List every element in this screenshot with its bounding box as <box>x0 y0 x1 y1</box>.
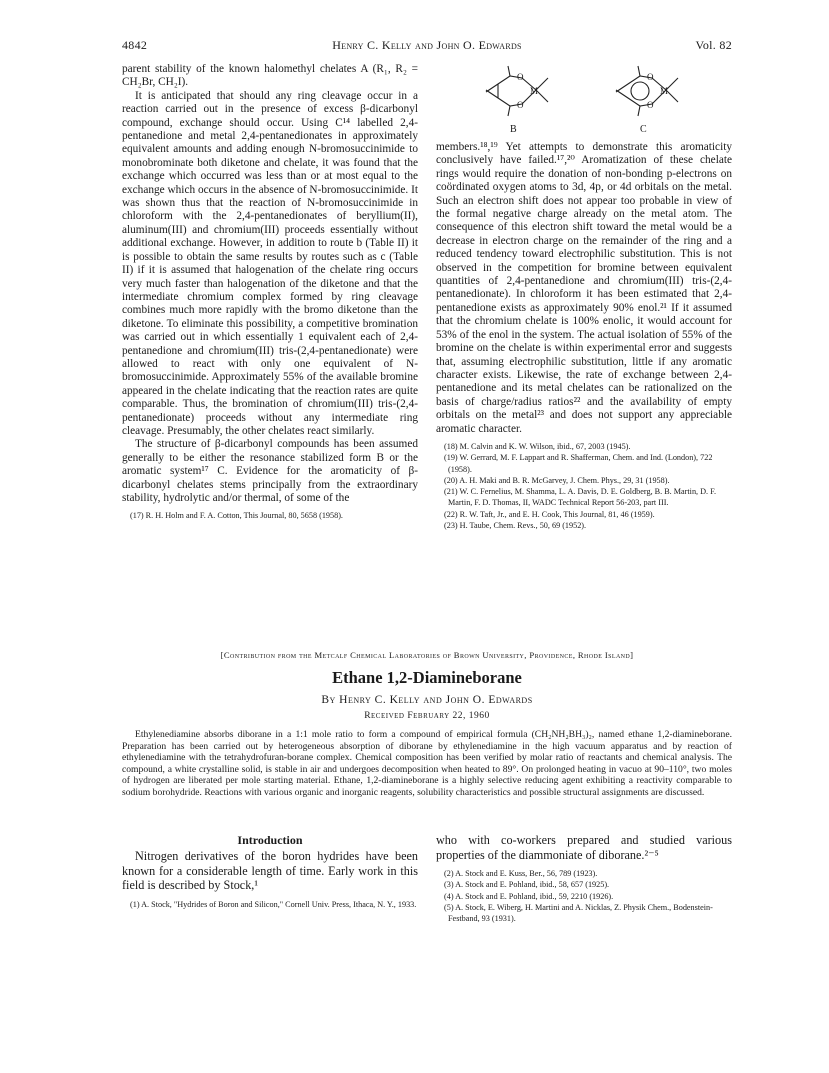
oxygen-label-b-bottom: O <box>517 100 524 110</box>
metal-label-c: M <box>660 86 669 96</box>
oxygen-label-c-top: O <box>647 72 654 82</box>
structure-label-c: C <box>640 124 647 135</box>
footnote: (20) A. H. Maki and B. R. McGarvey, J. Chem. Phys., 29, 31 (1958). <box>444 475 670 485</box>
volume-label: Vol. 82 <box>695 38 732 52</box>
footnote: (17) R. H. Holm and F. A. Cotton, This Journal, 80, 5658 (1958). <box>130 511 343 521</box>
footnote: (19) W. Gerrard, M. F. Lappart and R. Shafferman, Chem. and Ind. (London), 722 (1958). <box>444 453 713 474</box>
paragraph: It is anticipated that should any ring cleavage occur in a reaction carried out in the presence of excess β-dicarbonyl compound, exchange should occur. Using C¹⁴ labelled 2,4-pentanedione and metal 2,4-pentanedionates in approximately equivalent amounts and adding enough N-bromosuccinimide to monobrominate both diketone and chelate, it was found that the exchange which occurred was less than or at most equal to the exchange which occurs in the absence of N-bromosuccinimide. It was shown thus that the reaction of N-bromosuccinimide in chloroform with the 2,4-pentanedionates of beryllium(II), aluminum(III) and chromium(III) proceeds essentially without additional exchange. However, in addition to route b (Table II) it is possible to obtain the same results by routes such as c (Table II) if it is assumed that halogenation of the chelate ring occurs very much faster than halogenation of the diketone and that the intermediate chromium complex formed by ring cleavage combines much more rapidly with the bromo diketone than the diketone. To eliminate this possibility, a competitive bromination was carried out in which essentially 1 equivalent each of 2,4-pentanedione and chromium(III) tris-(2,4-pentanedionate) were allowed to react with only one equivalent of N-bromosuccinimide. Approximately 55% of the available bromine appeared in the chelate indicating that the reaction rates are quite comparable. Thus, the bromination of chromium(III) tris-(2,4-pentanedionate) proceeds without any intermediate ring cleavage. Presumably, the other chelates react similarly. <box>122 89 418 437</box>
chelate-structures-figure <box>470 64 720 138</box>
footnote: (21) W. C. Fernelius, M. Shamma, L. A. Davis, D. E. Goldberg, B. B. Martin, D. F. Martin, F. D. Thomas, II, WADC Technical Report 56-203, part III. <box>444 487 717 508</box>
footnote: (3) A. Stock and E. Pohland, ibid., 58, 657 (1925). <box>444 880 610 890</box>
right-column <box>436 141 732 531</box>
oxygen-label-c-bottom: O <box>647 100 654 110</box>
abstract-text: Ethylenediamine absorbs diborane in a 1:1 mole ratio to form a compound of empirical formula (CH₂NH₂BH₃)₂, named ethane 1,2-diamineborane. Preparation has been carried out by heterogeneous absorption of diborane by ethylenediamine in the high vacuum apparatus and by reaction of ethylenediamine with the tetrahydrofuran-borane complex. Chemical composition has been verified by molar ratio of reactants and chemical analysis. The compound, a white crystalline solid, is stable in air and undergoes decomposition when heated to 89°. On prolonged heating in vacuo at 90–110°, two moles of hydrogen are liberated per mole starting material. Ethane, 1,2-diamineborane is a highly selective reducing agent exhibiting a reactivity comparable to sodium borohydride. Reactions with various organic and inorganic reagents, solubility characteristics and possible structural assignments are discussed. <box>122 729 732 798</box>
footnote: (22) R. W. Taft, Jr., and E. H. Cook, This Journal, 81, 46 (1959). <box>444 509 655 519</box>
metal-label-b: M <box>530 86 539 96</box>
contribution-line: [Contribution from the Metcalf Chemical Laboratories of Brown University, Providence, Rhode Island] <box>220 650 634 660</box>
structure-drawing <box>470 64 720 138</box>
paragraph: The structure of β-dicarbonyl compounds has been assumed generally to be either the resonance stabilized form B or the aromatic system¹⁷ C. Evidence for the aromaticity of β-dicarbonyl chelates stems principally from the extraordinary stability, hydrolytic and/or thermal, of some of the <box>122 438 418 504</box>
structure-label-b: B <box>510 124 517 135</box>
page-number: 4842 <box>122 38 148 52</box>
footnotes-left <box>122 510 418 521</box>
footnote: (4) A. Stock and E. Pohland, ibid., 59, 2210 (1926). <box>444 891 614 901</box>
byline: By Henry C. Kelly and John O. Edwards <box>321 694 533 706</box>
footnote: (5) A. Stock, E. Wiberg, H. Martini and A. Nicklas, Z. Physik Chem., Bodenstein-Festband, 93 (1931). <box>444 903 713 924</box>
footnote: (1) A. Stock, "Hydrides of Boron and Silicon," Cornell Univ. Press, Ithaca, N. Y., 1933. <box>130 899 417 909</box>
running-title: Henry C. Kelly and John O. Edwards <box>332 38 522 52</box>
paragraph: members.¹⁸,¹⁹ Yet attempts to demonstrate this aromaticity conclusively have failed.¹⁷,²⁰ Aromatization of these chelate rings would require the donation of non-bonding p-electrons on coördinated oxygen atoms to 3d, 4p, or 4d orbitals on the metal. Such an electron shift does not appear too probable in view of the formal negative charge already on the metal atom. The consequence of this electron shift toward the metal would be a decrease in electron charge on the remainder of the ring and a reduced tendency toward electrophilic substitution. This is not observed in the competition for bromine between equivalent quantities of 2,4-pentanedione and chromium(III) tris-(2,4-pentanedionate). In chloroform it has been estimated that 2,4-pentanedione exists as approximately 90% enol.²¹ If it assumed that the chromium chelate is 100% enolic, it would account for 53% of the enol in the system. The actual isolation of 55% of the bromine on the chelate is within experimental error and suggests that, assuming electrophilic substitution, little if any aromatic character exists. Likewise, the rate of exchange between 2,4-pentanedione and its metal chelates can be rationalized on the basis of charge/radius ratios²² and the availability of empty orbitals on the metal²³ and does not support any appreciable aromatic character. <box>436 141 732 435</box>
intro-left-column <box>122 849 418 910</box>
received-date: Received February 22, 1960 <box>364 711 490 721</box>
footnotes-intro-right <box>436 868 732 924</box>
paragraph: who with co-workers prepared and studied various properties of the diammoniate of diborane.²⁻⁵ <box>436 833 732 862</box>
footnotes-intro-left <box>122 899 418 910</box>
intro-right-column <box>436 833 732 925</box>
footnotes-right <box>436 441 732 531</box>
article-title: Ethane 1,2-Diamineborane <box>332 668 522 687</box>
section-heading: Introduction <box>237 833 303 847</box>
footnote: (23) H. Taube, Chem. Revs., 50, 69 (1952). <box>444 521 587 531</box>
paragraph: Nitrogen derivatives of the boron hydrides have been known for a considerable length of time. Early work in this field is described by Stock,¹ <box>122 849 418 893</box>
paragraph: parent stability of the known halomethyl chelates A (R₁, R₂ = CH₂Br, CH₂I). <box>122 63 418 89</box>
footnote: (18) M. Calvin and K. W. Wilson, ibid., 67, 2003 (1945). <box>444 441 631 451</box>
left-column <box>122 63 418 522</box>
abstract <box>122 729 732 799</box>
running-header <box>122 38 732 54</box>
footnote: (2) A. Stock and E. Kuss, Ber., 56, 789 (1923). <box>444 869 598 879</box>
oxygen-label-b-top: O <box>517 72 524 82</box>
